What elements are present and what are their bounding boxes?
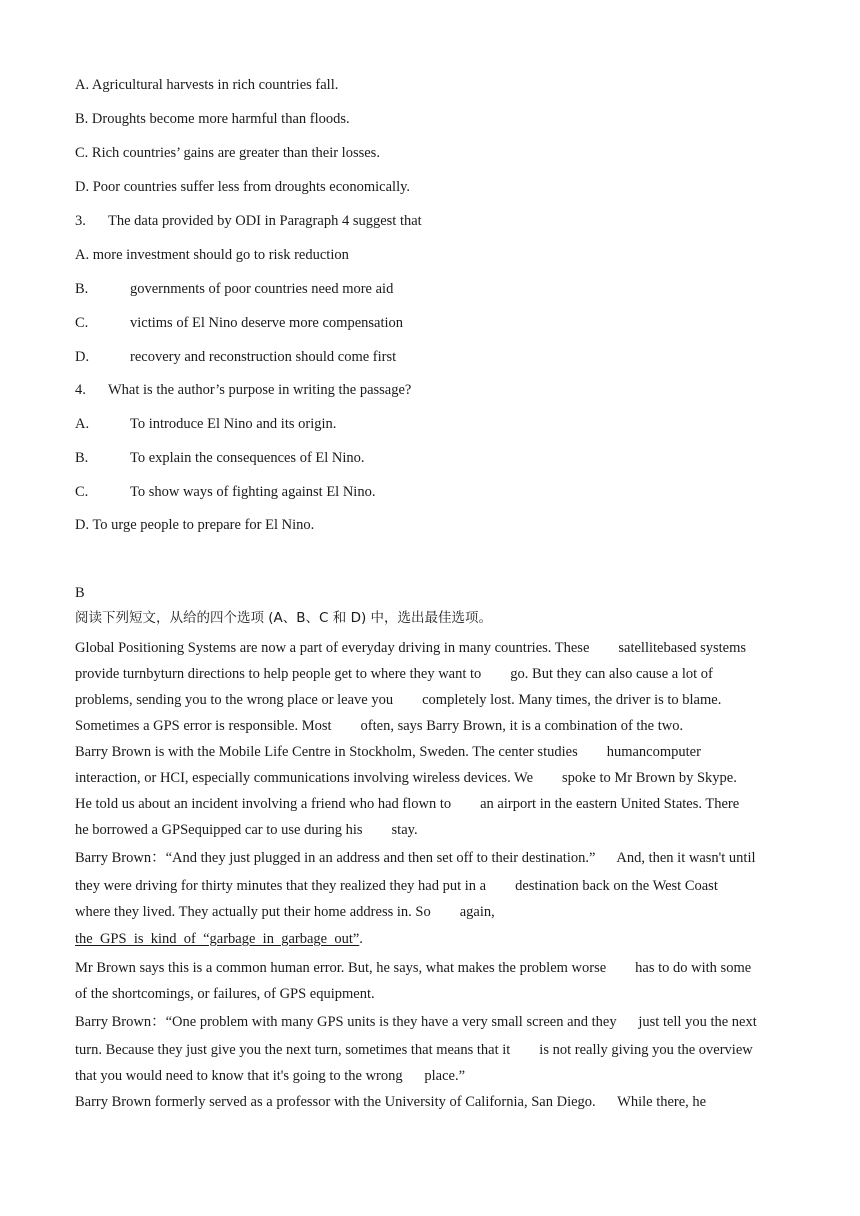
q4-option-d: D. To urge people to prepare for El Nino. [75,517,315,533]
underlined-line [75,930,363,948]
underlined-tail: . [359,931,363,947]
q3-option-b [75,280,393,298]
q3-option-d [75,348,396,366]
option-text: To show ways of fighting against El Nino. [130,484,376,500]
option-text: recovery and reconstruction should come first [130,349,397,365]
passage-line: He told us about an incident involving a friend who had flown to an airport in the eastern United States. There [75,796,740,812]
option-text: governments of poor countries need more aid [130,281,394,297]
option-letter: C. [75,315,89,331]
passage-line: Barry Brown：“And they just plugged in an address and then set off to their destination.” And, then it wasn't until [75,850,756,866]
q4-option-b [75,449,365,467]
option-text: victims of El Nino deserve more compensation [130,315,404,331]
q4-stem: What is the author’s purpose in writing the passage? [108,382,412,398]
q2-option-c: C. Rich countries’ gains are greater than their losses. [75,145,380,161]
option-letter: B. [75,281,89,297]
passage-line: Barry Brown：“One problem with many GPS units is they have a very small screen and they just tell you the next [75,1014,757,1030]
passage-line: Mr Brown says this is a common human error. But, he says, what makes the problem worse has to do with some [75,960,752,976]
passage-line: he borrowed a GPSequipped car to use during his stay. [75,822,418,838]
passage-line: Sometimes a GPS error is responsible. Most often, says Barry Brown, it is a combination of the two. [75,718,684,734]
passage-line: of the shortcomings, or failures, of GPS equipment. [75,986,375,1002]
section-label: B [75,585,85,601]
passage-line: provide turnbyturn directions to help people get to where they want to go. But they can also cause a lot of [75,666,713,682]
passage-line: Barry Brown is with the Mobile Life Centre in Stockholm, Sweden. The center studies humancomputer [75,744,701,760]
option-letter: D. [75,349,90,365]
passage-line: they were driving for thirty minutes that they realized they had put in a destination back on the West Coast [75,878,718,894]
q3-number: 3. [75,213,86,229]
option-letter: B. [75,450,89,466]
q3-stem: The data provided by ODI in Paragraph 4 suggest that [108,213,422,229]
q2-option-a: A. Agricultural harvests in rich countries fall. [75,77,339,93]
passage-line: Global Positioning Systems are now a part of everyday driving in many countries. These satellitebased systems [75,640,747,656]
option-text: To explain the consequences of El Nino. [130,450,365,466]
option-text: To introduce El Nino and its origin. [130,416,337,432]
q2-option-b: B. Droughts become more harmful than floods. [75,111,350,127]
q3-option-a: A. more investment should go to risk reduction [75,247,349,263]
q4-number: 4. [75,382,86,398]
q3-stem-line [75,212,422,230]
section-instruction: 阅读下列短文，从给的四个选项 (A、B、C 和 D) 中，选出最佳选项。 [75,610,493,626]
passage-line: interaction, or HCI, especially communications involving wireless devices. We spoke to Mr Brown by Skype. [75,770,737,786]
q2-option-d: D. Poor countries suffer less from droughts economically. [75,179,411,195]
passage-line: where they lived. They actually put their home address in. So again, [75,904,495,920]
q4-option-a [75,415,336,433]
q4-option-c [75,483,375,501]
passage-line: that you would need to know that it's going to the wrong place.” [75,1068,466,1084]
passage-line: turn. Because they just give you the next turn, sometimes that means that it is not really giving you the overview [75,1042,753,1058]
passage-line: Barry Brown formerly served as a professor with the University of California, San Diego. While there, he [75,1094,707,1110]
passage-line: problems, sending you to the wrong place or leave you completely lost. Many times, the driver is to blame. [75,692,722,708]
q4-stem-line [75,381,411,399]
option-letter: C. [75,484,89,500]
option-letter: A. [75,416,90,432]
q3-option-c [75,314,403,332]
underlined-phrase: the GPS is kind of “garbage in garbage out” [75,931,360,947]
